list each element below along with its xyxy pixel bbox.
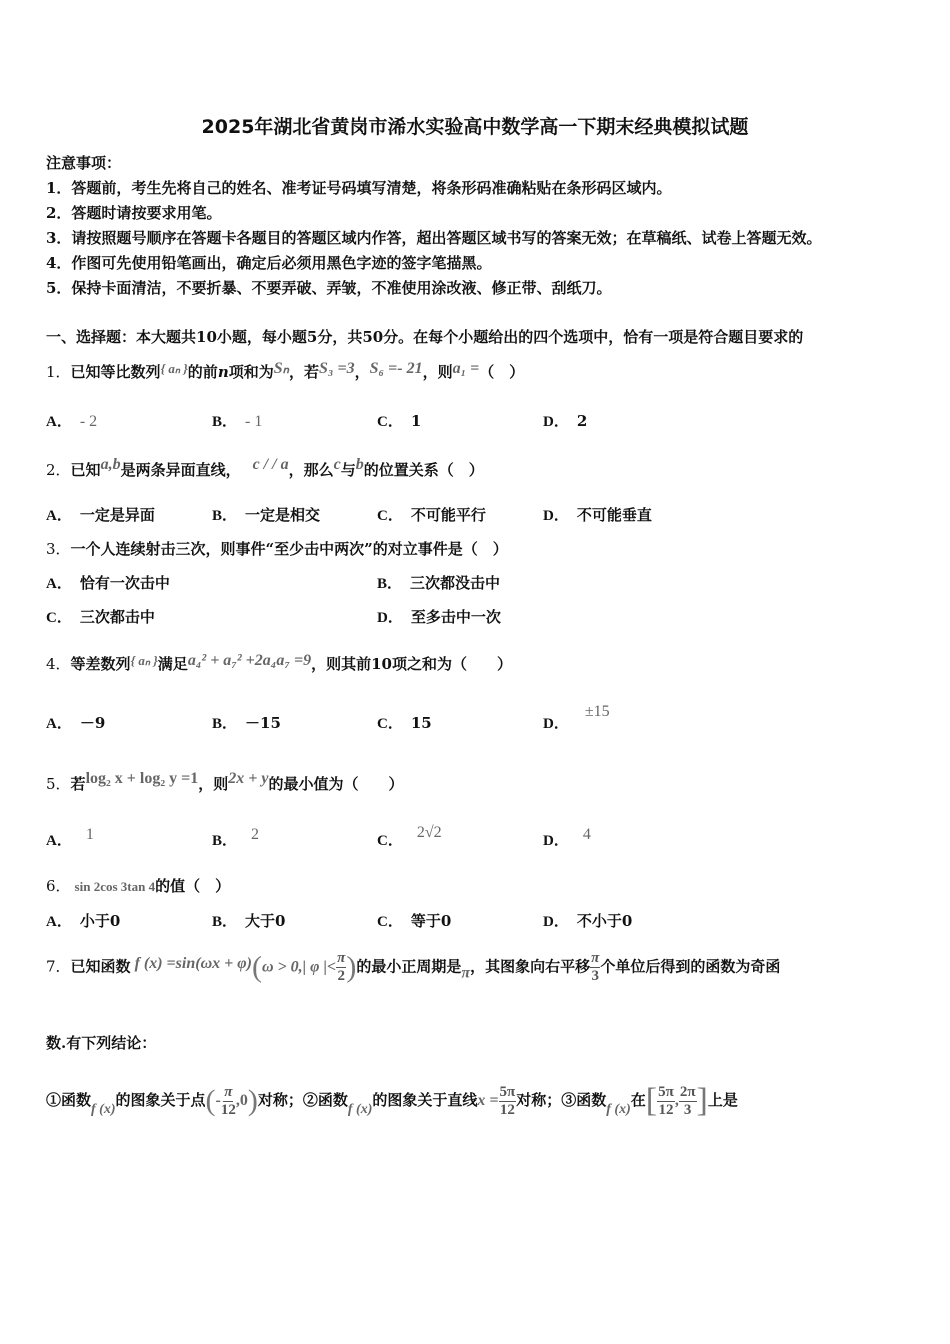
math-fraction: [590, 950, 600, 985]
math-x: x =: [477, 1092, 499, 1109]
question-text: ，那么: [288, 461, 334, 479]
math-sn: Sₙ: [273, 360, 290, 377]
option-label: A．: [46, 576, 72, 592]
option-label: B．: [212, 414, 238, 430]
question-3: [46, 538, 508, 559]
option-text: 等于0: [410, 912, 452, 930]
math-a1: a₁ =: [452, 360, 480, 377]
question-text: （ ）: [479, 363, 525, 381]
question-number: 6．: [46, 877, 71, 895]
question-7-line-2: 数.有下列结论：: [46, 1034, 157, 1052]
option-text: 至多击中一次: [410, 608, 501, 626]
math-ca: c / / a: [252, 456, 289, 473]
option-label: D．: [543, 716, 569, 732]
notice-item: 3．请按照题号顺序在答题卡各题目的答题区域内作答，超出答题区域书写的答案无效；在草稿纸、试卷上答题无效。: [46, 229, 822, 247]
page-title: 2025年湖北省黄岗市浠水实验高中数学高一下期末经典模拟试题: [201, 116, 749, 138]
math-ab: a,b: [100, 456, 121, 473]
option-text: 4: [582, 826, 591, 843]
option-b[interactable]: [212, 910, 285, 931]
question-number: 3．: [46, 540, 71, 558]
option-label: B．: [212, 508, 238, 524]
option-text: －9: [79, 714, 106, 732]
option-d[interactable]: [543, 910, 632, 931]
question-number: 5．: [46, 775, 71, 793]
question-text: 的前: [187, 363, 218, 381]
option-c[interactable]: [46, 606, 155, 627]
question-4: [46, 652, 512, 674]
option-text: 2√2: [416, 824, 442, 841]
paren-close: ): [346, 950, 357, 984]
bracket-open: [: [645, 1082, 658, 1119]
math-fraction: [657, 1084, 675, 1119]
fraction-denominator: 12: [499, 1101, 515, 1118]
option-label: C．: [377, 716, 403, 732]
option-d[interactable]: [543, 703, 610, 733]
question-text: 已知函数: [70, 957, 131, 976]
option-a[interactable]: [46, 504, 155, 525]
question-text: 与: [340, 461, 356, 479]
option-text: －15: [245, 714, 281, 732]
option-b[interactable]: [212, 410, 262, 431]
question-5: [46, 770, 404, 794]
math-seq: { aₙ }: [160, 361, 188, 376]
option-label: D．: [543, 833, 569, 849]
math-zero: ,0: [235, 1092, 248, 1109]
question-text: 若: [70, 775, 86, 793]
option-label: A．: [46, 833, 72, 849]
question-text: ，其图象向右平移: [470, 957, 591, 976]
option-text: 不可能平行: [410, 506, 486, 524]
math-s6: S₆ =- 21: [369, 360, 423, 377]
paren-open: (: [205, 1084, 216, 1117]
fraction-denominator: 12: [658, 1101, 674, 1118]
notice-item: 5．保持卡面清洁，不要折暴、不要弄破、弄皱，不准使用涂改液、修正带、刮纸刀。: [46, 279, 612, 297]
question-text: 满足: [157, 655, 188, 673]
question-text: ，若: [289, 363, 320, 381]
notice-item: 1．答题前，考生先将自己的姓名、准考证号码填写清楚，将条形码准确粘贴在条形码区域内。: [46, 179, 672, 197]
option-c[interactable]: [377, 910, 451, 931]
conclusion-text: 对称；②函数: [257, 1091, 348, 1109]
paren-open: (: [251, 950, 262, 984]
conclusion-text: 的图象关于直线: [372, 1091, 478, 1109]
question-text: 的值（ ）: [155, 877, 231, 895]
math-s3: S₃ =3: [319, 360, 355, 377]
option-label: B．: [212, 914, 238, 930]
option-c[interactable]: [377, 504, 486, 525]
option-label: D．: [377, 610, 403, 626]
math-seq: { aₙ }: [130, 653, 158, 668]
option-label: D．: [543, 914, 569, 930]
paren-close: ): [247, 1084, 258, 1117]
math-fx: f (x): [347, 1102, 373, 1117]
option-text: 2: [576, 412, 588, 430]
question-text: ，: [354, 363, 370, 381]
option-text: - 1: [245, 413, 263, 430]
math-fx: f (x): [91, 1102, 116, 1117]
question-text: ，则: [422, 363, 453, 381]
option-label: A．: [46, 914, 72, 930]
option-text: 不小于0: [576, 912, 633, 930]
question-text: 的最小值为（ ）: [268, 775, 404, 793]
math-condition: ω > 0,| φ |<: [261, 958, 337, 976]
question-7: [46, 950, 780, 985]
conclusion-text: 上是: [707, 1091, 738, 1109]
question-text: 个单位后得到的函数为奇函: [600, 957, 781, 976]
option-text: 大于0: [245, 912, 286, 930]
option-text: 小于0: [79, 912, 121, 930]
option-text: 不可能垂直: [576, 506, 652, 524]
fraction-numerator: π: [224, 1083, 233, 1100]
option-text: ±15: [584, 703, 610, 720]
math-fraction: [679, 1084, 697, 1119]
option-d[interactable]: [543, 826, 591, 850]
option-label: A．: [46, 508, 72, 524]
conclusion-text: ①函数: [46, 1091, 92, 1109]
fraction-numerator: π: [591, 950, 600, 966]
question-7-conclusions: ①函数f (x)的图象关于点(- $\frac{\pi}{12}$ ,0)对称；②函数f (x)的图象关于直线x = $\frac{5\pi}{12}$ 对称；③函数f (x)在[ $\frac{5\pi}{12}$ , $\frac{2\pi}{3}$ ]上是: [46, 1082, 738, 1119]
option-d[interactable]: [377, 606, 501, 627]
math-c: c: [333, 456, 341, 473]
option-label: B．: [212, 833, 238, 849]
conclusion-text: 对称；③函数: [516, 1091, 607, 1109]
option-text: 一定是异面: [79, 506, 155, 524]
option-text: 三次都击中: [79, 608, 155, 626]
bracket-close: ]: [696, 1082, 708, 1119]
math-n: n: [217, 363, 229, 381]
math-period: π: [461, 964, 471, 982]
fraction-numerator: 5π: [499, 1083, 516, 1100]
option-b[interactable]: [377, 572, 500, 593]
option-text: 一定是相交: [245, 506, 321, 524]
option-label: B．: [212, 716, 238, 732]
option-b[interactable]: [212, 504, 320, 525]
option-label: C．: [377, 414, 403, 430]
question-text: ，则其前10项之和为（ ）: [311, 655, 512, 673]
option-label: C．: [46, 610, 72, 626]
fraction-numerator: π: [337, 950, 346, 966]
question-number: 1．: [46, 363, 71, 381]
option-a[interactable]: [46, 410, 97, 431]
option-c[interactable]: [377, 824, 442, 850]
math-fraction: [336, 950, 346, 985]
option-b[interactable]: [212, 712, 281, 733]
question-2: [46, 456, 484, 480]
question-text: 已知: [70, 461, 101, 479]
notice-item: 2．答题时请按要求用笔。: [46, 204, 222, 222]
question-number: 2．: [46, 461, 71, 479]
question-text: ，则: [198, 775, 229, 793]
conclusion-text: 在: [630, 1091, 646, 1109]
question-1: [46, 358, 524, 382]
math-equation: a₄² + a₇² +2a₄a₇ =9: [187, 652, 312, 669]
option-label: A．: [46, 414, 72, 430]
option-a[interactable]: [46, 712, 105, 733]
option-label: D．: [543, 508, 569, 524]
question-text: 项和为: [228, 363, 274, 381]
option-text: 1: [410, 412, 422, 430]
option-d[interactable]: [543, 504, 652, 525]
fraction-denominator: 3: [683, 1101, 692, 1118]
fraction-numerator: 2π: [679, 1083, 696, 1100]
option-text: 恰有一次击中: [79, 574, 170, 592]
question-6: [46, 875, 230, 896]
question-text: 是两条异面直线，: [120, 461, 241, 479]
notice-item: 4．作图可先使用铅笔画出，确定后必须用黑色字迹的签字笔描黑。: [46, 254, 492, 272]
option-a[interactable]: [46, 572, 170, 593]
question-text: 的位置关系（ ）: [363, 461, 484, 479]
fraction-numerator: 5π: [658, 1083, 674, 1100]
notice-heading: 注意事项：: [46, 154, 122, 172]
option-label: D．: [543, 414, 569, 430]
option-text: - 2: [79, 413, 98, 430]
option-label: B．: [377, 576, 403, 592]
math-b: b: [355, 456, 364, 473]
option-text: 1: [85, 826, 94, 843]
question-number: 4．: [46, 655, 71, 673]
fraction-denominator: 12: [220, 1101, 236, 1118]
option-label: C．: [377, 914, 403, 930]
option-text: 15: [410, 714, 432, 732]
math-fraction: [221, 1084, 236, 1119]
option-c[interactable]: [377, 712, 432, 733]
question-number: 7．: [46, 957, 71, 976]
option-text: 三次都没击中: [410, 574, 501, 592]
math-minus: -: [215, 1092, 221, 1109]
option-label: C．: [377, 833, 403, 849]
fraction-denominator: 3: [591, 968, 599, 984]
option-d[interactable]: [543, 410, 587, 431]
option-text: 2: [251, 826, 260, 843]
math-expr: 2x + y: [228, 770, 269, 787]
fraction-denominator: 2: [337, 968, 345, 984]
math-function: f (x) =sin(ωx + φ): [134, 954, 252, 972]
question-text: 的最小正周期是: [356, 957, 462, 976]
option-a[interactable]: [46, 826, 94, 850]
question-text: 一个人连续射击三次，则事件“至少击中两次”的对立事件是（ ）: [70, 540, 508, 558]
conclusion-text: 的图象关于点: [115, 1091, 206, 1109]
question-text: 等差数列: [70, 655, 131, 673]
math-fraction: [499, 1084, 517, 1119]
section-heading: 一、选择题：本大题共10小题，每小题5分，共50分。在每个小题给出的四个选项中，恰有一项是符合题目要求的: [46, 328, 804, 346]
math-expr: sin 2cos 3tan 4: [74, 879, 156, 894]
math-fx: f (x): [606, 1102, 631, 1117]
option-b[interactable]: [212, 826, 260, 850]
question-text: 已知等比数列: [70, 363, 161, 381]
option-a[interactable]: [46, 910, 120, 931]
option-c[interactable]: [377, 410, 421, 431]
option-label: C．: [377, 508, 403, 524]
option-label: A．: [46, 716, 72, 732]
math-log: log₂ x + log₂ y =1: [85, 770, 199, 787]
